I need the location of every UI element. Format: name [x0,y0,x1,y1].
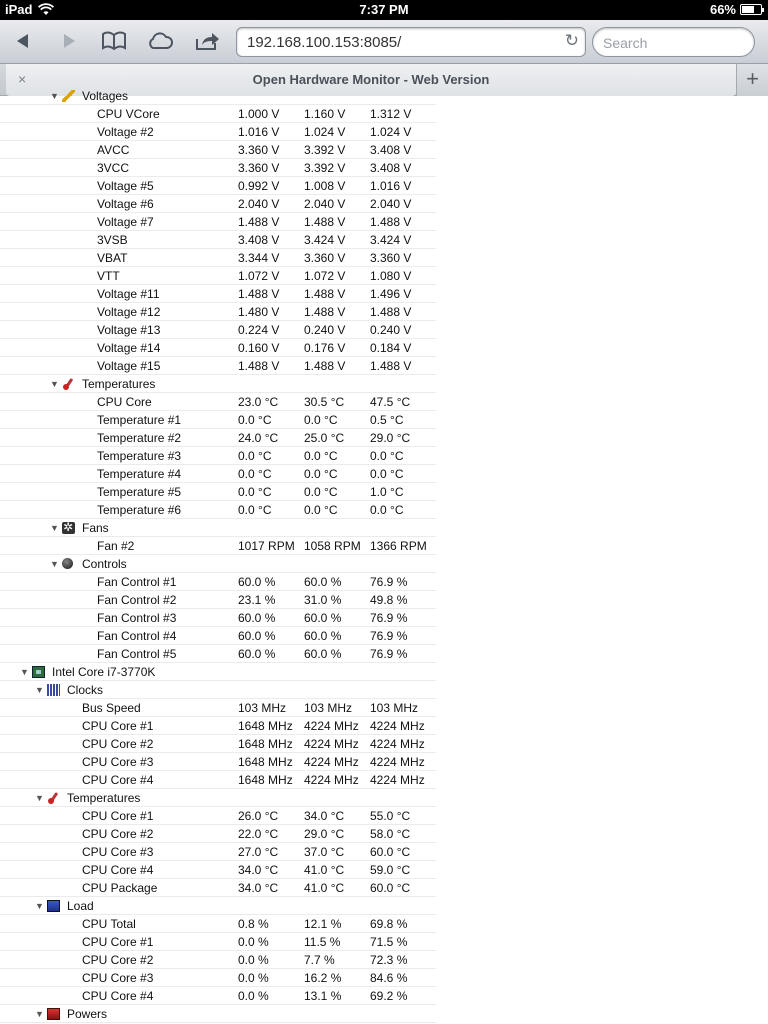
sensor-min: 1648 MHz [238,719,293,733]
search-placeholder: Search [603,35,648,51]
expand-toggle-icon[interactable]: ▼ [50,91,59,101]
sensor-max: 0.240 V [370,323,412,337]
sensor-min: 1.488 V [238,215,280,229]
group-label: Load [67,899,94,913]
sensor-value: 60.0 % [304,575,342,589]
sensor-max: 3.360 V [370,251,412,265]
fan-icon [62,522,75,534]
sensor-min: 0.8 % [238,917,269,931]
sensor-name: CPU Core #1 [82,809,154,823]
sensor-max: 1.312 V [370,107,412,121]
sensor-value: 3.392 V [304,143,346,157]
group-load[interactable] [0,897,436,915]
sensor-value: 1.488 V [304,215,346,229]
expand-toggle-icon[interactable]: ▼ [50,559,59,569]
group-voltages[interactable] [0,87,436,105]
sensor-row [0,303,436,321]
sensor-value: 4224 MHz [304,719,359,733]
sensor-min: 60.0 % [238,629,276,643]
expand-toggle-icon[interactable]: ▼ [35,685,44,695]
sensor-value: 2.040 V [304,197,346,211]
sensor-name: CPU Core #3 [82,845,154,859]
sensor-name: VBAT [97,251,128,265]
sensor-min: 0.0 % [238,989,269,1003]
sensor-name: CPU Core #1 [82,719,154,733]
sensor-min: 0.0 % [238,971,269,985]
sensor-name: CPU Core #3 [82,755,154,769]
battery-icon [740,4,762,15]
sensor-row [0,249,436,267]
sensor-min: 1648 MHz [238,737,293,751]
clock-icon [47,684,60,696]
sensor-row [0,807,436,825]
sensor-name: Temperature #6 [97,503,182,517]
sensor-row [0,717,436,735]
page-content [0,89,768,1024]
sensor-value: 0.176 V [304,341,346,355]
sensor-name: Fan Control #3 [97,611,177,625]
sensor-max: 47.5 °C [370,395,411,409]
sensor-min: 3.408 V [238,233,280,247]
sensor-row [0,825,436,843]
sensor-value: 0.0 °C [304,467,338,481]
sensor-min: 3.360 V [238,143,280,157]
sensor-min: 3.344 V [238,251,280,265]
sensor-value: 1058 RPM [304,539,361,553]
sensor-name: CPU Core #3 [82,971,154,985]
cloud-icon [146,31,174,51]
group-label: Clocks [67,683,104,697]
close-tab-icon[interactable]: × [18,71,27,87]
sensor-name: Fan #2 [97,539,135,553]
sensor-name: CPU Core #2 [82,827,154,841]
sensor-min: 0.0 °C [238,449,272,463]
clock: 7:37 PM [359,2,409,17]
sensor-name: Temperature #1 [97,413,182,427]
sensor-min: 0.224 V [238,323,280,337]
sensor-max: 4224 MHz [370,719,425,733]
sensor-min: 34.0 °C [238,863,279,877]
sensor-max: 1.488 V [370,359,412,373]
sensor-name: Fan Control #4 [97,629,177,643]
sensor-max: 3.408 V [370,143,412,157]
share-icon [195,31,221,51]
sensor-row [0,735,436,753]
sensor-value: 60.0 % [304,647,342,661]
sensor-value: 31.0 % [304,593,342,607]
sensor-row [0,123,436,141]
sensor-max: 1.488 V [370,215,412,229]
sensor-name: Fan Control #5 [97,647,177,661]
sensor-value: 16.2 % [304,971,342,985]
sensor-row [0,861,436,879]
sensor-row [0,429,436,447]
sensor-row [0,645,436,663]
sensor-row [0,357,436,375]
sensor-value: 37.0 °C [304,845,345,859]
sensor-max: 0.184 V [370,341,412,355]
sensor-max: 0.0 °C [370,467,404,481]
new-tab-button[interactable]: + [736,64,768,96]
sensor-max: 0.0 °C [370,449,404,463]
sensor-name: Temperature #2 [97,431,182,445]
forward-button[interactable] [54,28,84,54]
sensor-name: Voltage #2 [97,125,154,139]
sensor-row [0,771,436,789]
temp-icon [47,792,61,804]
group-label: Fans [82,521,109,535]
power-icon [47,1008,60,1020]
expand-toggle-icon[interactable]: ▼ [20,667,29,677]
sensor-max: 1.024 V [370,125,412,139]
sensor-min: 1648 MHz [238,755,293,769]
sensor-min: 24.0 °C [238,431,279,445]
status-bar [0,0,768,20]
sensor-max: 1.496 V [370,287,412,301]
sensor-row [0,969,436,987]
sensor-min: 60.0 % [238,575,276,589]
group-label: Controls [82,557,127,571]
sensor-value: 41.0 °C [304,881,345,895]
group-powers[interactable] [0,1005,436,1023]
sensor-min: 1.000 V [238,107,280,121]
group-label: Temperatures [82,377,156,391]
sensor-max: 1.016 V [370,179,412,193]
group-fans[interactable] [0,519,436,537]
expand-toggle-icon[interactable]: ▼ [35,793,44,803]
sensor-row [0,285,436,303]
sensor-value: 25.0 °C [304,431,345,445]
device-name: iPad [5,2,33,17]
sensor-max: 76.9 % [370,647,408,661]
sensor-max: 72.3 % [370,953,408,967]
sensor-min: 22.0 °C [238,827,279,841]
sensor-row [0,339,436,357]
sensor-name: CPU Core #4 [82,863,154,877]
sensor-min: 27.0 °C [238,845,279,859]
sensor-name: Fan Control #1 [97,575,177,589]
sensor-value: 1.488 V [304,287,346,301]
sensor-row [0,483,436,501]
tab-title: Open Hardware Monitor - Web Version [252,72,490,87]
sensor-min: 1.488 V [238,287,280,301]
sensor-value: 60.0 % [304,611,342,625]
group-cpu-temperatures[interactable] [0,789,436,807]
sensor-max: 0.5 °C [370,413,404,427]
sensor-name: Temperature #5 [97,485,182,499]
sensor-row [0,699,436,717]
sensor-name: Voltage #5 [97,179,154,193]
sensor-value: 60.0 % [304,629,342,643]
sensor-name: AVCC [97,143,130,157]
sensor-row [0,213,436,231]
sensor-min: 23.0 °C [238,395,279,409]
sensor-row [0,987,436,1005]
sensor-max: 103 MHz [370,701,419,715]
sensor-max: 76.9 % [370,611,408,625]
sensor-min: 1017 RPM [238,539,295,553]
sensor-value: 41.0 °C [304,863,345,877]
sensor-name: Bus Speed [82,701,141,715]
sensor-min: 103 MHz [238,701,287,715]
sensor-name: Voltage #13 [97,323,161,337]
forward-arrow-icon [60,32,78,50]
sensor-max: 69.2 % [370,989,408,1003]
sensor-name: Voltage #11 [97,287,160,301]
sensor-name: CPU Package [82,881,158,895]
sensor-min: 1648 MHz [238,773,293,787]
sensor-row [0,141,436,159]
sensor-row [0,465,436,483]
share-button[interactable] [193,28,223,54]
volt-icon [62,90,75,102]
sensor-max: 60.0 °C [370,881,411,895]
sensor-value: 4224 MHz [304,773,359,787]
sensor-max: 60.0 °C [370,845,411,859]
sensor-max: 1.080 V [370,269,412,283]
sensor-min: 0.0 % [238,935,269,949]
sensor-row [0,591,436,609]
sensor-max: 1.0 °C [370,485,404,499]
sensor-name: CPU Core [97,395,152,409]
sensor-max: 84.6 % [370,971,408,985]
sensor-max: 76.9 % [370,629,408,643]
sensor-value: 103 MHz [304,701,353,715]
sensor-min: 0.160 V [238,341,280,355]
sensor-max: 49.8 % [370,593,408,607]
sensor-row [0,573,436,591]
sensor-row [0,753,436,771]
sensor-name: Voltage #6 [97,197,154,211]
sensor-min: 3.360 V [238,161,280,175]
group-label: Temperatures [67,791,141,805]
sensor-min: 0.0 °C [238,503,272,517]
expand-toggle-icon[interactable]: ▼ [35,901,44,911]
sensor-min: 23.1 % [238,593,276,607]
sensor-name: 3VCC [97,161,130,175]
sensor-row [0,915,436,933]
sensor-min: 0.0 °C [238,467,272,481]
sensor-max: 58.0 °C [370,827,411,841]
sensor-value: 4224 MHz [304,755,359,769]
sensor-name: Temperature #4 [97,467,182,481]
sensor-max: 69.8 % [370,917,408,931]
group-label: Voltages [82,89,129,103]
sensor-min: 60.0 % [238,647,276,661]
back-arrow-icon [14,32,32,50]
sensor-value: 1.072 V [304,269,346,283]
book-icon [101,31,127,51]
sensor-row [0,411,436,429]
sensor-row [0,501,436,519]
sensor-min: 1.072 V [238,269,280,283]
sensor-min: 0.992 V [238,179,280,193]
load-icon [47,900,60,912]
expand-toggle-icon[interactable]: ▼ [50,523,59,533]
battery-percent: 66% [709,2,736,17]
sensor-value: 0.0 °C [304,449,338,463]
sensor-min: 34.0 °C [238,881,279,895]
sensor-row [0,447,436,465]
sensor-max: 29.0 °C [370,431,411,445]
sensor-row [0,105,436,123]
sensor-min: 0.0 °C [238,485,272,499]
sensor-max: 3.424 V [370,233,412,247]
back-button[interactable] [8,28,38,54]
group-controls[interactable] [0,555,436,573]
sensor-value: 3.424 V [304,233,346,247]
bookmarks-button[interactable] [99,28,129,54]
sensor-name: CPU Total [82,917,136,931]
sensor-value: 1.160 V [304,107,346,121]
sensor-name: Temperature #3 [97,449,182,463]
battery-fill [742,6,754,13]
sensor-row [0,195,436,213]
sensor-name: CPU Core #2 [82,737,154,751]
sensor-max: 4224 MHz [370,773,425,787]
cpu-icon [32,666,45,678]
sensor-min: 1.016 V [238,125,280,139]
sensor-max: 76.9 % [370,575,408,589]
sensor-value: 34.0 °C [304,809,345,823]
sensor-name: Voltage #7 [97,215,154,229]
url-text: 192.168.100.153:8085/ [247,34,402,51]
expand-toggle-icon[interactable]: ▼ [50,379,59,389]
sensor-max: 3.408 V [370,161,412,175]
sensor-value: 0.0 °C [304,413,338,427]
sensor-max: 1.488 V [370,305,412,319]
temp-icon [62,378,76,390]
sensor-value: 7.7 % [304,953,335,967]
sensor-name: CPU VCore [97,107,160,121]
sensor-name: CPU Core #4 [82,773,154,787]
sensor-value: 3.360 V [304,251,346,265]
sensor-value: 1.488 V [304,305,346,319]
sensor-min: 0.0 °C [238,413,272,427]
expand-toggle-icon[interactable]: ▼ [35,1009,44,1019]
reload-icon[interactable]: ↻ [564,31,579,50]
sensor-row [0,267,436,285]
group-label: Intel Core i7-3770K [52,665,156,679]
sensor-min: 2.040 V [238,197,280,211]
sensor-value: 0.0 °C [304,503,338,517]
sensor-row [0,393,436,411]
sensor-row [0,879,436,897]
sensor-row [0,177,436,195]
sensor-row [0,843,436,861]
sensor-row [0,627,436,645]
sensor-max: 2.040 V [370,197,412,211]
hardware-cpu[interactable] [0,663,436,681]
sensor-min: 26.0 °C [238,809,279,823]
sensor-max: 0.0 °C [370,503,404,517]
sensor-min: 1.480 V [238,305,280,319]
search-field[interactable] [592,27,755,57]
sensor-name: Voltage #12 [97,305,161,319]
sensor-name: VTT [97,269,120,283]
group-temperatures[interactable] [0,375,436,393]
sensor-row [0,609,436,627]
sensor-min: 1.488 V [238,359,280,373]
sensor-value: 30.5 °C [304,395,345,409]
sensor-max: 71.5 % [370,935,408,949]
sensor-row [0,951,436,969]
sensor-value: 1.024 V [304,125,346,139]
sensor-value: 29.0 °C [304,827,345,841]
sensor-name: Fan Control #2 [97,593,177,607]
sensor-min: 60.0 % [238,611,276,625]
group-clocks[interactable] [0,681,436,699]
sensor-value: 13.1 % [304,989,342,1003]
sensor-value: 12.1 % [304,917,342,931]
sensor-max: 1366 RPM [370,539,427,553]
sensor-row [0,933,436,951]
sensor-value: 4224 MHz [304,737,359,751]
sensor-max: 4224 MHz [370,737,425,751]
sensor-name: Voltage #14 [97,341,161,355]
icloud-tabs-button[interactable] [145,28,175,54]
browser-toolbar [0,20,768,64]
sensor-value: 11.5 % [304,935,341,949]
sensor-value: 1.488 V [304,359,346,373]
ctrl-icon [62,558,73,569]
sensor-row [0,159,436,177]
sensor-name: CPU Core #2 [82,953,154,967]
address-bar[interactable] [236,27,586,57]
sensor-value: 3.392 V [304,161,346,175]
sensor-name: 3VSB [97,233,128,247]
sensor-row [0,537,436,555]
group-label: Powers [67,1007,108,1021]
sensor-value: 0.0 °C [304,485,338,499]
sensor-name: Voltage #15 [97,359,161,373]
sensor-value: 0.240 V [304,323,346,337]
sensor-max: 59.0 °C [370,863,411,877]
sensor-max: 55.0 °C [370,809,411,823]
sensor-name: CPU Core #4 [82,989,154,1003]
sensor-row [0,321,436,339]
sensor-tree [0,87,436,1023]
sensor-max: 4224 MHz [370,755,425,769]
sensor-value: 1.008 V [304,179,346,193]
sensor-min: 0.0 % [238,953,269,967]
sensor-name: CPU Core #1 [82,935,154,949]
sensor-row [0,231,436,249]
